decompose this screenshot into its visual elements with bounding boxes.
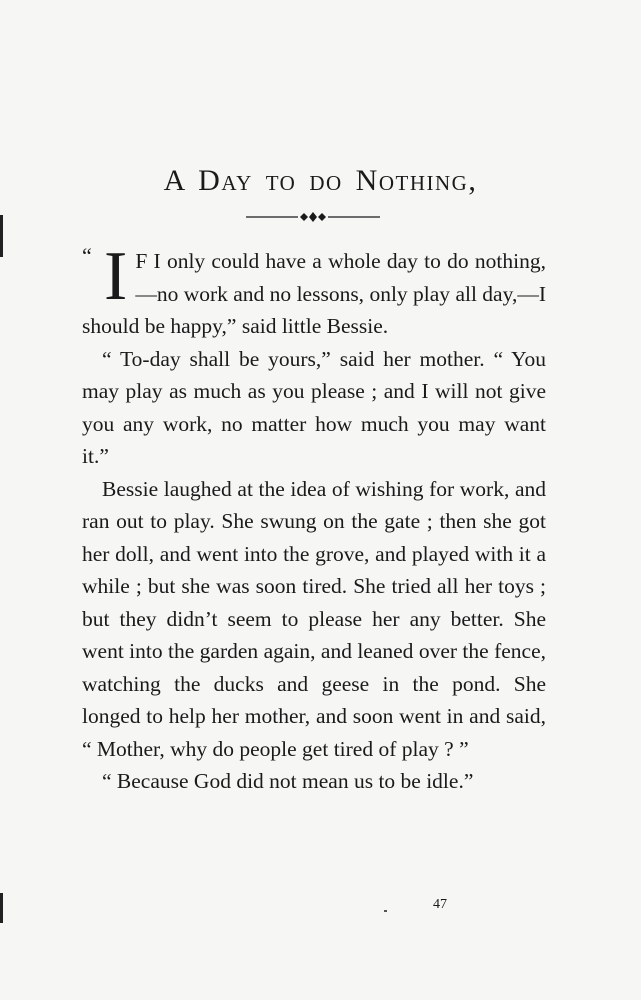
opening-quote: “ xyxy=(82,243,92,268)
paragraph: “ Because God did not mean us to be idle.” xyxy=(102,769,474,793)
paragraph: Bessie laughed at the idea of wishing for work, and ran out to play. She swung on the gate ; then she got her doll, and went into the grove, and played with it a while ; but she was soon tired. She tried all her toys ; but they didn’t seem to please her any better. She went into the garden again, and leaned over the fence, watching the ducks and geese in the pond. She longed to help her mother, and soon went in and said, “ Mother, why do people get tired of play ? ” xyxy=(82,476,546,761)
title-ornament xyxy=(246,210,380,224)
drop-cap: I xyxy=(104,238,128,315)
paragraph: “ To-day shall be yours,” said her mother. “ You may play as much as you please ; and I will not give you any work, no matter how much you may want it.” xyxy=(82,346,546,468)
page-number: 47 xyxy=(433,897,447,912)
first-paragraph-text: F I only could have a whole day to do nothing,—no work and no lessons, only play all day,—I should be happy,” said little Bessie. xyxy=(82,249,546,338)
chapter-title: A Day to do Nothing, xyxy=(163,164,478,197)
left-edge-mark-bottom xyxy=(0,893,3,923)
print-speck xyxy=(384,910,387,912)
first-paragraph xyxy=(82,238,546,343)
left-edge-mark xyxy=(0,215,3,257)
body-text xyxy=(82,238,546,798)
